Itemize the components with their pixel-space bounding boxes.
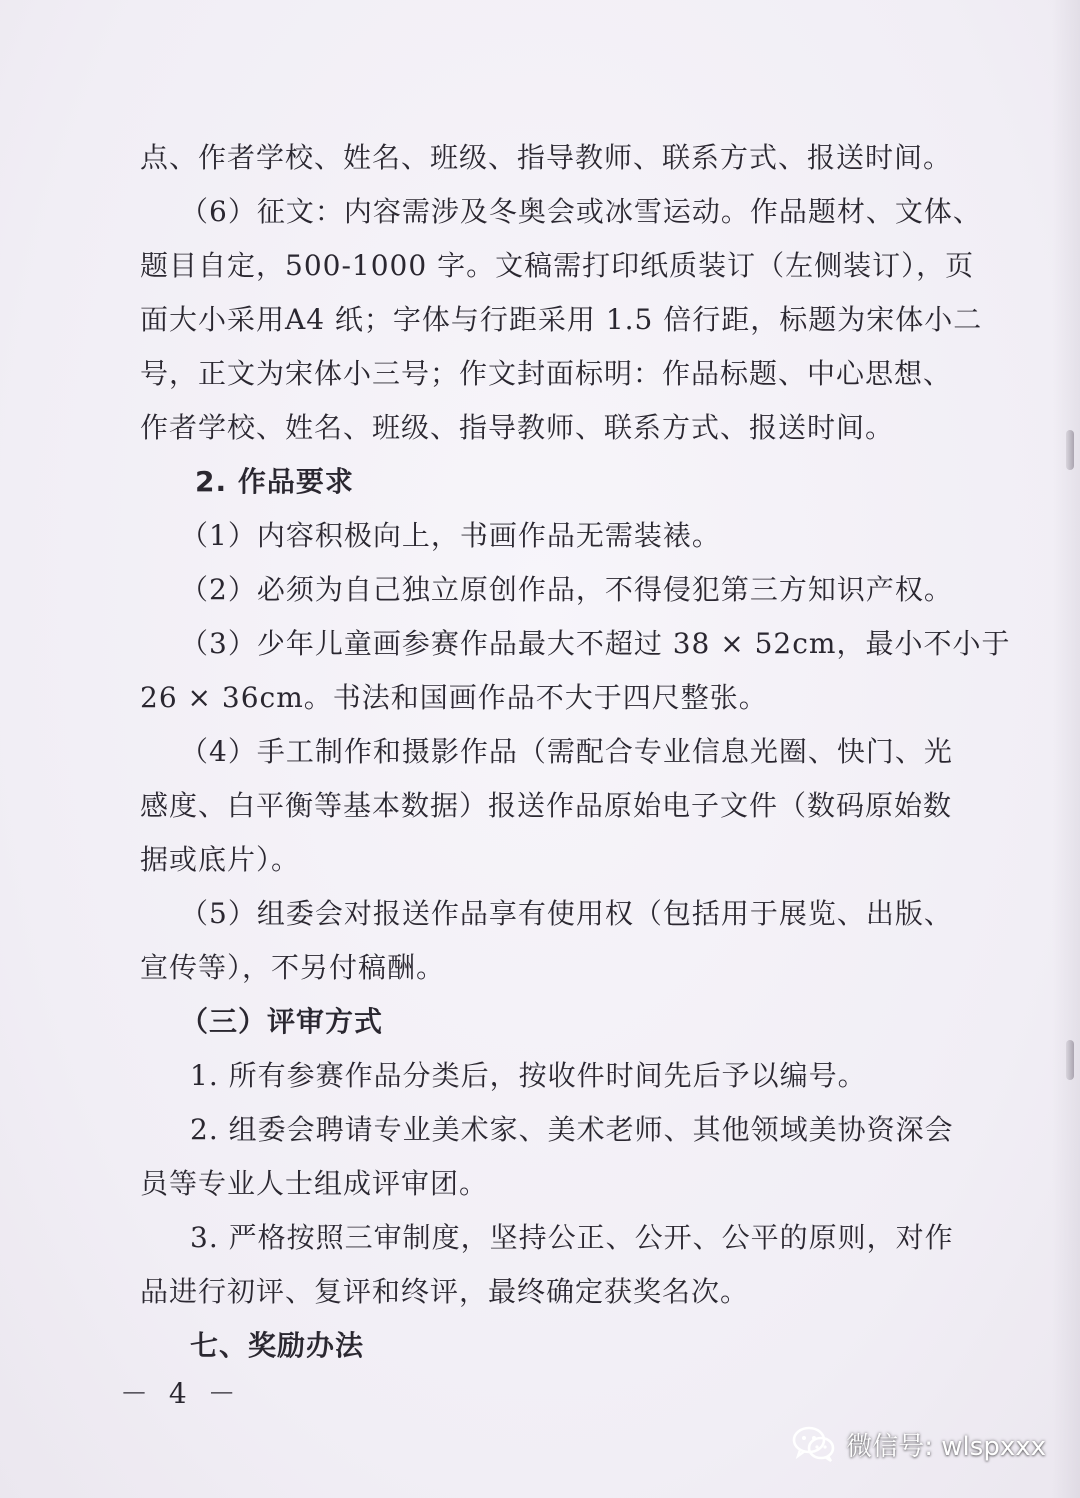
text-line: 3. 严格按照三审制度，坚持公正、公开、公平的原则，对作 xyxy=(190,1221,954,1254)
text-line: 品进行初评、复评和终评，最终确定获奖名次。 xyxy=(140,1275,750,1308)
text-line: （1）内容积极向上，书画作品无需装裱。 xyxy=(180,519,721,552)
text-line: 感度、白平衡等基本数据）报送作品原始电子文件（数码原始数 xyxy=(140,789,953,822)
text-line: 宣传等），不另付稿酬。 xyxy=(140,951,446,984)
page-number: － 4 － xyxy=(120,1377,242,1410)
watermark-text: 微信号: wlspxxx xyxy=(846,1431,1046,1462)
wechat-icon xyxy=(792,1424,836,1464)
text-line: 1. 所有参赛作品分类后，按收件时间先后予以编号。 xyxy=(190,1059,867,1092)
page-edge-shadow xyxy=(1052,0,1080,1498)
text-line: （6）征文：内容需涉及冬奥会或冰雪运动。作品题材、文体、 xyxy=(180,195,982,228)
section-heading: （三）评审方式 xyxy=(180,1005,384,1038)
text-line: 号，正文为宋体小三号；作文封面标明：作品标题、中心思想、 xyxy=(140,357,953,390)
text-line: （3）少年儿童画参赛作品最大不超过 38 × 52cm，最小不小于 xyxy=(180,627,1011,660)
text-line: 员等专业人士组成评审团。 xyxy=(140,1167,489,1200)
section-heading: 2. 作品要求 xyxy=(195,465,354,498)
text-line: 26 × 36cm。书法和国画作品不大于四尺整张。 xyxy=(140,681,768,714)
binding-mark xyxy=(1066,430,1074,470)
text-line: 据或底片）。 xyxy=(140,843,301,876)
text-line: 2. 组委会聘请专业美术家、美术老师、其他领域美协资深会 xyxy=(190,1113,954,1146)
wechat-watermark xyxy=(792,1420,1046,1468)
text-line: 作者学校、姓名、班级、指导教师、联系方式、报送时间。 xyxy=(140,411,895,444)
text-line: 点、作者学校、姓名、班级、指导教师、联系方式、报送时间。 xyxy=(140,141,953,174)
binding-mark xyxy=(1066,1040,1074,1080)
text-line: 面大小采用A4 纸；字体与行距采用 1.5 倍行距，标题为宋体小二 xyxy=(140,303,983,336)
text-line: （2）必须为自己独立原创作品，不得侵犯第三方知识产权。 xyxy=(180,573,953,606)
text-line: 题目自定，500-1000 字。文稿需打印纸质装订（左侧装订），页 xyxy=(140,249,975,282)
text-line: （4）手工制作和摄影作品（需配合专业信息光圈、快门、光 xyxy=(180,735,953,768)
text-line: （5）组委会对报送作品享有使用权（包括用于展览、出版、 xyxy=(180,897,953,930)
section-heading: 七、奖励办法 xyxy=(190,1329,365,1362)
